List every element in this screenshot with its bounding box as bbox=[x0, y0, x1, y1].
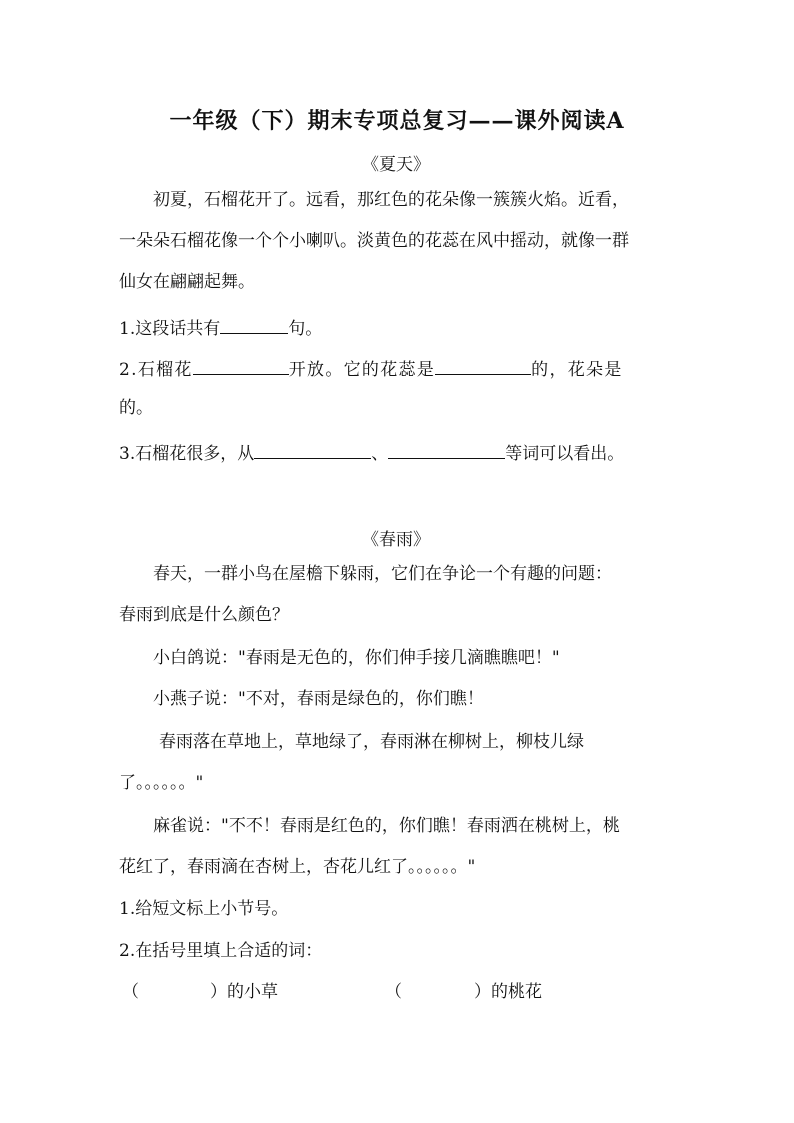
question-2-text-end: 的，花朵是 bbox=[531, 360, 623, 380]
fill-item-2-blank[interactable] bbox=[405, 982, 471, 1002]
passage-title-spring-rain: 《春雨》 bbox=[362, 530, 430, 550]
question-2-cont: 的。 bbox=[119, 398, 153, 418]
fill-item-2-open: （ bbox=[385, 982, 402, 1002]
passage2-line-4: 小燕子说："不对，春雨是绿色的，你们瞧！ bbox=[153, 689, 484, 709]
page-title: 一年级（下）期末专项总复习——课外阅读A bbox=[169, 108, 625, 134]
question-1 bbox=[119, 318, 322, 338]
passage1-line-2: 一朵朵石榴花像一个个小喇叭。淡黄色的花蕊在风中摇动，就像一群 bbox=[119, 231, 629, 251]
passage-title-summer: 《夏天》 bbox=[362, 155, 430, 175]
fill-item-1-open: （ bbox=[122, 982, 139, 1002]
answer-blank[interactable] bbox=[193, 359, 289, 375]
question-3-text-end: 等词可以看出。 bbox=[505, 444, 625, 464]
passage2-line-5: 春雨落在草地上，草地绿了，春雨淋在柳树上，柳枝儿绿 bbox=[159, 732, 584, 752]
question-3-sep: 、 bbox=[371, 444, 389, 464]
question-2-text-mid: 开放。它的花蕊是 bbox=[288, 360, 436, 380]
question-2-text: 2.石榴花 bbox=[119, 360, 193, 380]
passage2-line-7: 麻雀说："不不！春雨是红色的，你们瞧！春雨洒在桃树上，桃 bbox=[153, 816, 620, 836]
question-3-text: 3.石榴花很多，从 bbox=[119, 444, 255, 464]
question-1-text: 1.这段话共有 bbox=[119, 319, 221, 339]
passage2-line-3: 小白鸽说："春雨是无色的，你们伸手接几滴瞧瞧吧！" bbox=[153, 648, 560, 668]
fill-item-1-close: ）的小草 bbox=[210, 982, 278, 1002]
passage2-question-1: 1.给短文标上小节号。 bbox=[119, 899, 289, 919]
answer-blank[interactable] bbox=[435, 359, 531, 375]
passage1-line-3: 仙女在翩翩起舞。 bbox=[119, 272, 255, 292]
passage2-line-6: 了。。。。。。" bbox=[119, 773, 204, 793]
passage2-line-1: 春天，一群小鸟在屋檐下躲雨，它们在争论一个有趣的问题： bbox=[153, 564, 612, 584]
answer-blank[interactable] bbox=[254, 443, 371, 459]
answer-blank[interactable] bbox=[388, 443, 505, 459]
passage2-line-8: 花红了，春雨滴在杏树上，杏花儿红了。。。。。。" bbox=[119, 857, 476, 877]
question-3 bbox=[119, 443, 624, 463]
passage2-question-2: 2.在括号里填上合适的词： bbox=[119, 941, 323, 961]
question-2 bbox=[119, 359, 623, 379]
answer-blank[interactable] bbox=[220, 318, 288, 334]
passage1-line-1: 初夏，石榴花开了。远看，那红色的花朵像一簇簇火焰。近看， bbox=[153, 190, 629, 210]
fill-item-1-blank[interactable] bbox=[142, 982, 208, 1002]
question-1-text-end: 句。 bbox=[288, 319, 323, 339]
passage2-line-2: 春雨到底是什么颜色？ bbox=[119, 605, 289, 625]
fill-item-2-close: ）的桃花 bbox=[474, 982, 542, 1002]
